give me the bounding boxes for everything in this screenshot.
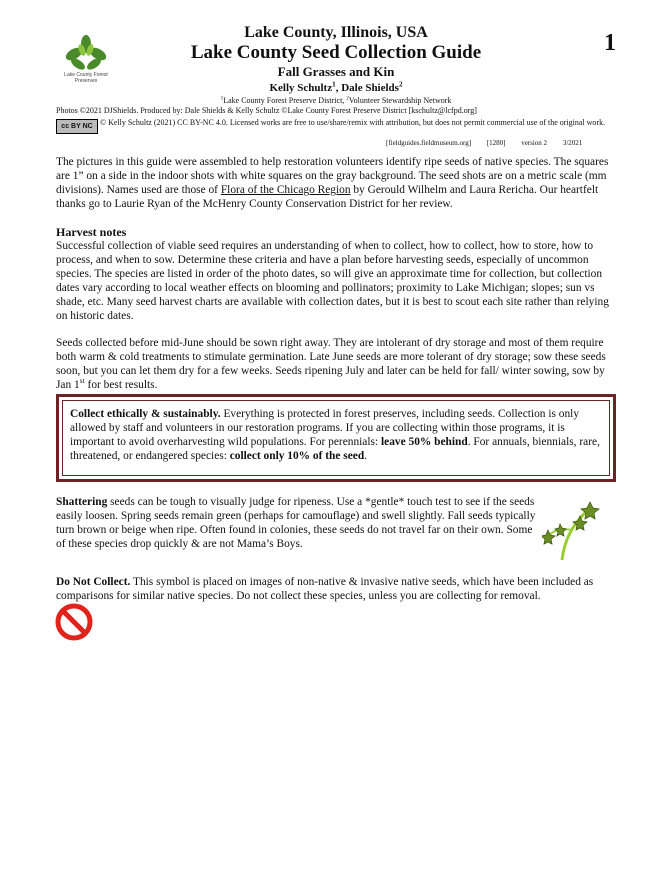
affil-sup-2: 2	[346, 95, 349, 102]
logo-caption: Lake County Forest Preserves	[64, 72, 108, 84]
author-2-sup: 2	[398, 80, 403, 89]
shattering-paragraph	[56, 495, 536, 551]
affil-2: Volunteer Stewardship Network	[348, 96, 452, 105]
ethics-text-2: . For annuals, biennials, rare, threatened, or endangered species:	[70, 436, 600, 462]
do-not-collect-paragraph	[56, 575, 616, 603]
harvest-heading: Harvest notes	[56, 225, 127, 239]
ethics-text	[70, 407, 602, 463]
page-number: 1	[604, 30, 616, 56]
author-separator: ,	[335, 82, 342, 94]
photo-credits: Photos ©2021 DJShields. Produced by: Dale Shields & Kelly Schultz ©Lake County Forest Preserve District [kschultz@lcfpd.org]	[56, 106, 477, 115]
do-not-collect-lead: Do Not Collect.	[56, 576, 131, 588]
meta-id: [1280]	[486, 139, 506, 147]
ethics-lead: Collect ethically & sustainably.	[70, 408, 221, 420]
ethics-bold-2: leave 50% behind	[380, 436, 468, 448]
harvest-p2-b: for best results.	[84, 379, 158, 391]
no-symbol-icon	[54, 602, 94, 642]
place-heading: Lake County, Illinois, USA	[244, 24, 428, 41]
document-meta	[386, 139, 596, 147]
shattering-seed-stem-icon	[542, 498, 600, 560]
flora-link[interactable]: Flora of the Chicago Region	[220, 184, 351, 196]
do-not-collect-text: This symbol is placed on images of non-native & invasive native seeds, which have been included as comparisons for similar native species. Do not collect these species, unless you are collecting for removal.	[56, 576, 594, 602]
authors-line	[0, 82, 672, 94]
meta-site[interactable]: [fieldguides.fieldmuseum.org]	[386, 139, 472, 147]
harvest-p2-a: Seeds collected before mid-June should be sown right away. They are intolerant of dry storage and most of them require both warm & cold treatments to stimulate germination. Late June seeds are more tolerant of dry storage; sow these seeds soon, but you can let them dry for a few weeks. Seeds ripening July and later can be held for fall/ winter sowing, sow by Jan 1	[56, 337, 606, 391]
meta-version: version 2	[521, 139, 548, 147]
author-1: Kelly Schultz	[269, 82, 333, 94]
intro-text-b: by Gerould Wilhelm and Laura Rericha. Our heartfelt thanks go to Laurie Ryan of the McHenry County Conservation District for her review.	[56, 184, 599, 210]
ethics-text-3: .	[364, 450, 368, 462]
cc-license-icon[interactable]: cc BY NC	[56, 119, 98, 134]
author-2: Dale Shields	[341, 82, 399, 94]
affil-sup-1: 1	[220, 95, 224, 102]
page-title: Lake County Seed Collection Guide	[190, 42, 482, 63]
intro-text-a: The pictures in this guide were assembled to help restoration volunteers identify ripe seeds of native species. The squares are 1” on a side in the indoor shots with white squares on the gray background. The seed shots are on a metric scale (mm divisions). Names used are those of	[56, 156, 609, 196]
ethics-bold-3: collect only 10% of the seed	[229, 450, 365, 462]
license-text: © Kelly Schultz (2021) CC BY-NC 4.0. Licensed works are free to use/share/remix with attribution, but does not permit commercial use of the original work.	[100, 118, 606, 127]
intro-paragraph	[56, 155, 616, 211]
shattering-text: seeds can be tough to visually judge for ripeness. Use a *gentle* touch test to see if the seeds easily loosen. Spring seeds remain green (perhaps for camouflage) and swell slightly. Fall seeds typically turn brown or beige when ripe. Often found in colonies, these seeds do not travel far on their own. Some of these species drop quickly & are not Mama’s Boys.	[56, 496, 536, 550]
meta-date: 3/2021	[562, 139, 583, 147]
harvest-paragraph-1: Successful collection of viable seed requires an understanding of when to collect, how to collect, how to store, how to process, and when to sow. Determine these criteria and have a plan before harvesting seeds, especially of uncommon species. The species are listed in order of the photo dates, so will give an approximate time for collection, but collection dates vary according to local weather effects on blooming and pollinators; proximity to Lake Michigan; slopes; sun vs shade, etc. Many seed harvest charts are available with collection dates, but it is best to scout each site rather than relying on historic dates.	[56, 240, 609, 322]
affil-1: Lake County Forest Preserve District,	[223, 96, 347, 105]
ethics-text-1: Everything is protected in forest preserves, including seeds. Collection is only allowed by staff and volunteers in our restoration programs. If you are collecting within those programs, it is important to avoid overharvesting wild populations. For perennials:	[70, 408, 580, 448]
harvest-paragraph-2	[56, 336, 616, 392]
affiliations	[0, 96, 672, 105]
page-subtitle: Fall Grasses and Kin	[277, 64, 395, 79]
harvest-p2-sup: st	[79, 376, 85, 386]
author-1-sup: 1	[332, 80, 336, 89]
shattering-lead: Shattering	[56, 496, 108, 508]
